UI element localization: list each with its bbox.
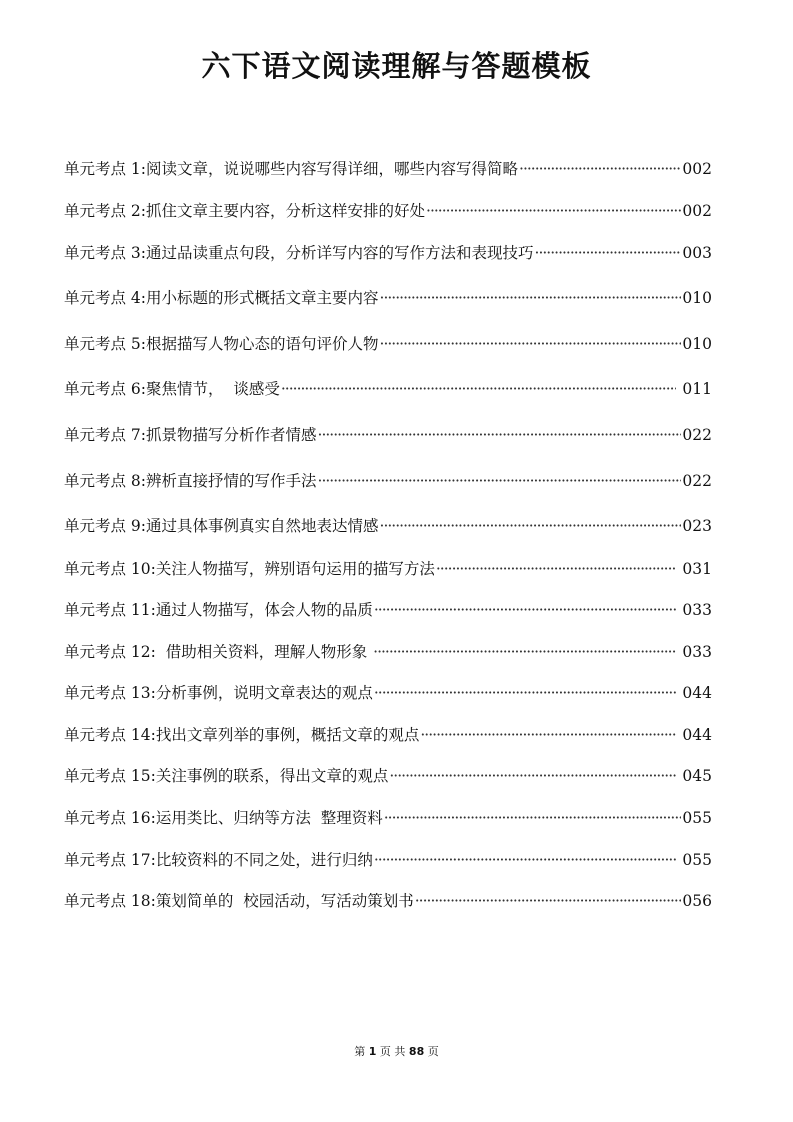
toc-dot-leader <box>426 202 681 220</box>
toc-entry-label: 单元考点 9:通过具体事例真实自然地表达情感 <box>64 517 379 535</box>
toc-entry-label: 单元考点 8:辨析直接抒情的写作手法 <box>64 472 317 490</box>
toc-entry-page-number: 031 <box>677 560 712 578</box>
toc-entry-page-number: 023 <box>682 517 712 535</box>
toc-entry-label: 单元考点 17:比较资料的不同之处，进行归纳 <box>64 851 373 869</box>
toc-entry-page-number: 055 <box>682 809 712 827</box>
toc-entry-page-number: 022 <box>682 472 712 490</box>
toc-dot-leader <box>318 426 682 444</box>
total-page-count: 88 <box>408 1045 425 1058</box>
toc-entry <box>64 332 712 354</box>
toc-dot-leader <box>373 643 676 661</box>
toc-entry-page-number: 044 <box>677 726 712 744</box>
toc-entry-label: 单元考点 3:通过品读重点句段，分析详写内容的写作方法和表现技巧 <box>64 244 534 262</box>
toc-dot-leader <box>374 851 677 869</box>
toc-entry-label: 单元考点 10:关注人物描写，辨别语句运用的描写方法 <box>64 560 435 578</box>
toc-entry-page-number: 044 <box>677 684 712 702</box>
toc-entry <box>64 806 712 828</box>
toc-entry-label: 单元考点 12: 借助相关资料，理解人物形象 <box>64 643 373 661</box>
toc-entry-page-number: 010 <box>682 289 712 307</box>
toc-dot-leader <box>436 560 677 578</box>
toc-dot-leader <box>318 472 682 490</box>
page-footer <box>0 1043 793 1059</box>
toc-entry-label: 单元考点 14:找出文章列举的事例，概括文章的观点 <box>64 726 420 744</box>
toc-entry <box>64 557 712 579</box>
footer-middle: 页 共 <box>379 1045 406 1058</box>
footer-suffix: 页 <box>427 1045 439 1058</box>
toc-dot-leader <box>380 335 682 353</box>
toc-dot-leader <box>281 380 677 398</box>
toc-entry <box>64 681 712 703</box>
toc-entry <box>64 764 712 786</box>
toc-entry-page-number: 056 <box>682 892 712 910</box>
toc-entry-label: 单元考点 5:根据描写人物心态的语句评价人物 <box>64 335 379 353</box>
toc-dot-leader <box>420 726 676 744</box>
toc-dot-leader <box>380 289 682 307</box>
toc-entry-page-number: 003 <box>682 244 712 262</box>
toc-entry-label: 单元考点 16:运用类比、归纳等方法 整理资料 <box>64 809 383 827</box>
toc-entry <box>64 469 712 491</box>
toc-entry <box>64 241 712 263</box>
toc-dot-leader <box>535 244 682 262</box>
toc-entry-page-number: 055 <box>677 851 712 869</box>
toc-dot-leader <box>415 892 682 910</box>
toc-dot-leader <box>374 601 677 619</box>
toc-entry-page-number: 002 <box>682 160 712 178</box>
toc-dot-leader <box>519 160 681 178</box>
toc-entry-label: 单元考点 1:阅读文章，说说哪些内容写得详细，哪些内容写得简略 <box>64 160 519 178</box>
toc-entry <box>64 848 712 870</box>
toc-entry-label: 单元考点 13:分析事例，说明文章表达的观点 <box>64 684 373 702</box>
toc-entry-page-number: 010 <box>682 335 712 353</box>
toc-entry-label: 单元考点 4:用小标题的形式概括文章主要内容 <box>64 289 379 307</box>
footer-prefix: 第 <box>354 1045 366 1058</box>
toc-entry <box>64 423 712 445</box>
toc-dot-leader <box>384 809 682 827</box>
toc-entry-page-number: 022 <box>682 426 712 444</box>
toc-entry <box>64 598 712 620</box>
toc-entry <box>64 514 712 536</box>
toc-entry-page-number: 033 <box>677 601 712 619</box>
toc-entry-page-number: 011 <box>677 380 712 398</box>
toc-entry-label: 单元考点 2:抓住文章主要内容，分析这样安排的好处 <box>64 202 426 220</box>
toc-entry <box>64 286 712 308</box>
toc-entry-label: 单元考点 6:聚焦情节， 谈感受 <box>64 380 280 398</box>
toc-entry <box>64 157 712 179</box>
toc-entry-label: 单元考点 18:策划简单的 校园活动，写活动策划书 <box>64 892 414 910</box>
toc-entry <box>64 889 712 911</box>
toc-dot-leader <box>380 517 682 535</box>
document-title: 六下语文阅读理解与答题模板 <box>201 49 592 83</box>
toc-entry <box>64 199 712 221</box>
toc-entry <box>64 377 712 399</box>
toc-entry <box>64 723 712 745</box>
toc-entry-page-number: 033 <box>677 643 712 661</box>
toc-entry-label: 单元考点 7:抓景物描写分析作者情感 <box>64 426 317 444</box>
toc-entry-label: 单元考点 11:通过人物描写，体会人物的品质 <box>64 601 373 619</box>
toc-entry <box>64 640 712 662</box>
toc-dot-leader <box>374 684 677 702</box>
current-page-number: 1 <box>368 1045 377 1058</box>
toc-dot-leader <box>389 767 676 785</box>
toc-entry-page-number: 002 <box>682 202 712 220</box>
toc-entry-page-number: 045 <box>677 767 712 785</box>
toc-entry-label: 单元考点 15:关注事例的联系，得出文章的观点 <box>64 767 389 785</box>
